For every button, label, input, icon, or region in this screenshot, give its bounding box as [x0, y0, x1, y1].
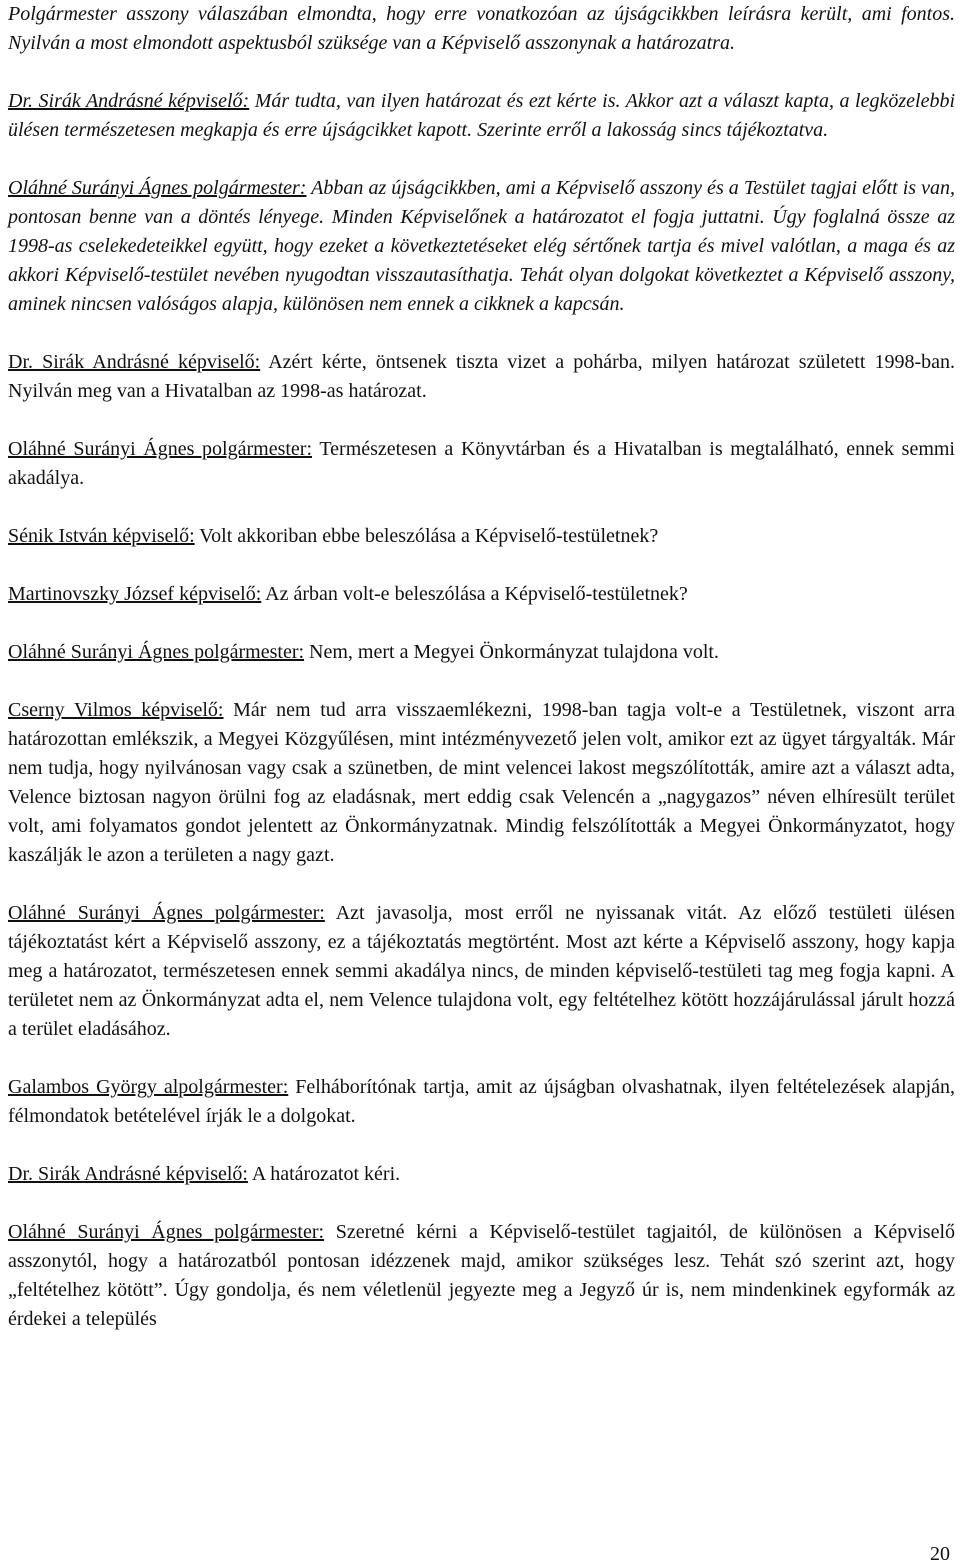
speaker-name: Dr. Sirák Andrásné képviselő: — [8, 351, 261, 373]
speaker-name: Oláhné Surányi Ágnes polgármester: — [8, 1221, 325, 1243]
paragraph-text: Már nem tud arra visszaemlékezni, 1998-ban tagja volt-e a Testületnek, viszont arra határozottan emlékszik, a Megyei Közgyűlésen, mint intézményvezető jelen volt, amikor ezt az ügyet tárgyalták. Már nem tudja, hogy nyilvánosan vagy csak a szünetben, de mint velencei lakost megszólították, amire azt a választ adta, Velence biztosan nagyon örülni fog az eladásnak, mert eddig csak Velencén a „nagygazos” néven elhíresült terület volt, ami folyamatos gondot jelentett az Önkormányzatnak. Mindig felszólították a Megyei Önkormányzatot, hogy kaszálják le azon a területen a nagy gazt. — [8, 699, 956, 866]
speaker-name: Oláhné Surányi Ágnes polgármester: — [8, 438, 313, 460]
speaker-name: Oláhné Surányi Ágnes polgármester: — [8, 902, 325, 924]
paragraph-3 — [8, 174, 955, 319]
speaker-name: Cserny Vilmos képviselő: — [8, 699, 224, 721]
paragraph-text: Nem, mert a Megyei Önkormányzat tulajdona volt. — [304, 641, 719, 663]
paragraph-1 — [8, 0, 955, 58]
paragraph-text: Azt javasolja, most erről ne nyissanak vitát. Az előző testületi ülésen tájékoztatást kért a Képviselő asszony, ez a tájékoztatás megtörtént. Most azt kérte a Képviselő asszony, hogy kapja meg a határozatot, természetesen ennek semmi akadálya nincs, de minden képviselő-testületi tag meg fogja kapni. A területet nem az Önkormányzat adta el, nem Velence tulajdona volt, egy feltételhez kötött hozzájárulással járult hozzá a terület eladásához. — [8, 902, 955, 1040]
paragraph-7 — [8, 580, 955, 609]
paragraph-12 — [8, 1160, 955, 1189]
paragraph-text: Azért kérte, öntsenek tiszta vizet a pohárba, milyen határozat született 1998-ban. Nyilván meg van a Hivatalban az 1998-as határozat. — [8, 351, 956, 402]
paragraph-6 — [8, 522, 955, 551]
speaker-name: Dr. Sirák Andrásné képviselő: — [8, 90, 250, 112]
paragraph-text: Volt akkoriban ebbe beleszólása a Képviselő-testületnek? — [194, 525, 659, 547]
speaker-name: Oláhné Surányi Ágnes polgármester: — [8, 641, 305, 663]
speaker-name: Galambos György alpolgármester: — [8, 1076, 289, 1098]
paragraph-8 — [8, 638, 955, 667]
speaker-name: Sénik István képviselő: — [8, 525, 195, 547]
page-number: 20 — [930, 1543, 950, 1565]
speaker-name: Oláhné Surányi Ágnes polgármester: — [8, 177, 307, 199]
paragraph-9 — [8, 696, 955, 870]
paragraph-text: A határozatot kéri. — [247, 1163, 401, 1185]
paragraph-text: Az árban volt-e beleszólása a Képviselő-testületnek? — [261, 583, 688, 605]
paragraph-text: Szeretné kérni a Képviselő-testület tagjaitól, de különösen a Képviselő asszonytól, hogy a határozatból pontosan idézzenek majd, amikor szükséges lesz. Tehát szó szerint azt, hogy „feltételhez kötött”. Úgy gondolja, és nem véletlenül jegyezte meg a Jegyző úr is, nem mindenkinek egyformák az érdekei a település — [8, 1221, 955, 1330]
paragraph-text: Már tudta, van ilyen határozat és ezt kérte is. Akkor azt a választ kapta, a legközelebbi ülésen természetesen megkapja és erre újságcikket kapott. Szerinte erről a lakosság sincs tájékoztatva. — [8, 90, 955, 141]
paragraph-10 — [8, 899, 955, 1044]
paragraph-13 — [8, 1218, 955, 1334]
paragraph-text: Abban az újságcikkben, ami a Képviselő asszony és a Testület tagjai előtt is van, pontosan benne van a döntés lényege. Minden Képviselőnek a határozatot el fogja juttatni. Úgy foglalná össze az 1998-as cselekedeteikkel együtt, hogy ezeket a következtetéseket elég sértőnek tartja és mivel valótlan, a maga és az akkori Képviselő-testület nevében nyugodtan visszautasíthatja. Tehát olyan dolgokat következtet a Képviselő asszony, aminek nincsen valóságos alapja, különösen nem ennek a cikknek a kapcsán. — [8, 177, 955, 315]
paragraph-5 — [8, 435, 955, 493]
document-page — [8, 0, 955, 1334]
paragraph-text: Felháborítónak tartja, amit az újságban olvashatnak, ilyen feltételezések alapján, félmondatok betételével írják le a dolgokat. — [8, 1076, 956, 1127]
paragraph-text: Természetesen a Könyvtárban és a Hivatalban is megtalálható, ennek semmi akadálya. — [8, 438, 955, 489]
paragraph-4 — [8, 348, 955, 406]
paragraph-text: Polgármester asszony válaszában elmondta, hogy erre vonatkozóan az újságcikkben leírásra került, ami fontos. Nyilván a most elmondott aspektusból szüksége van a Képviselő asszonynak a határozatra. — [8, 3, 955, 54]
speaker-name: Dr. Sirák Andrásné képviselő: — [8, 1163, 248, 1185]
paragraph-2 — [8, 87, 955, 145]
paragraph-11 — [8, 1073, 955, 1131]
speaker-name: Martinovszky József képviselő: — [8, 583, 262, 605]
